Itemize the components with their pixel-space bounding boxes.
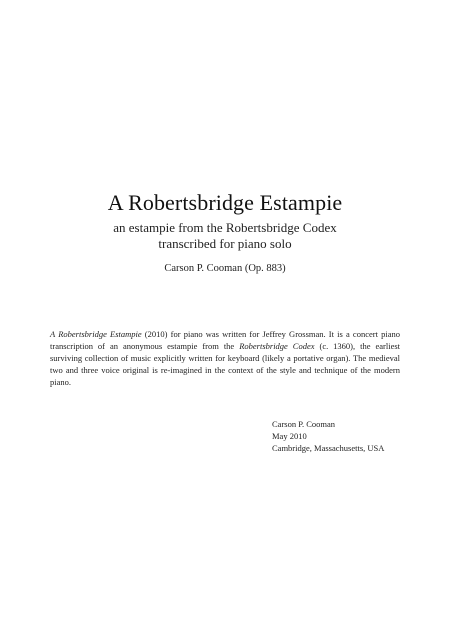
program-note — [50, 328, 400, 388]
composer-opus: Carson P. Cooman (Op. 883) — [164, 263, 286, 274]
program-note-text-1: (2010) for piano was written for Jeffrey Grossman. It is a concert piano transcription of an anonymous estampie from the — [50, 329, 400, 351]
work-title-italic: A Robertsbridge Estampie — [50, 329, 142, 339]
program-note-text-2: (c. 1360), the earliest surviving collection of music explicitly written for keyboard (likely a portative organ). The medieval two and three voice original is re-imagined in the context of the style and technique of the modern piano. — [50, 341, 401, 387]
signature-date: May 2010 — [272, 431, 307, 441]
subtitle-line-1: an estampie from the Robertsbridge Codex — [113, 220, 337, 235]
page-title: A Robertsbridge Estampie — [107, 190, 343, 215]
signature-name: Carson P. Cooman — [272, 419, 336, 429]
subtitle-line-2: transcribed for piano solo — [158, 236, 292, 251]
codex-title-italic: Robertsbridge Codex — [239, 341, 315, 351]
signature-place: Cambridge, Massachusetts, USA — [272, 443, 385, 453]
